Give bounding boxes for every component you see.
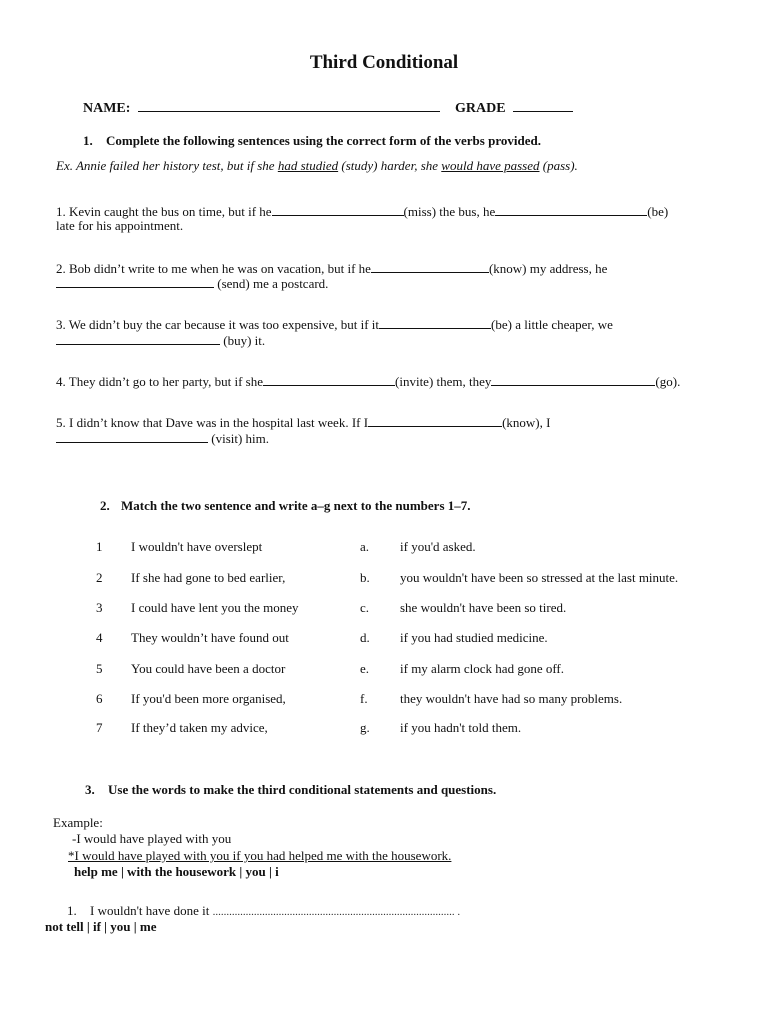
match-letter: b. (360, 570, 370, 585)
name-blank[interactable] (138, 99, 440, 112)
match-row (0, 720, 768, 738)
grade-blank[interactable] (513, 99, 573, 112)
item-text: 3. We didn’t buy the car because it was too expensive, but if it (56, 317, 380, 332)
match-right: if you'd asked. (400, 539, 476, 554)
match-number: 7 (96, 720, 103, 735)
section3-item-1 (67, 903, 460, 919)
item-text: 1. Kevin caught the bus on time, but if he (56, 204, 272, 219)
section1-number: 1. (83, 133, 93, 148)
match-right: if my alarm clock had gone off. (400, 661, 565, 676)
section2-number: 2. (100, 498, 110, 513)
item-text: (send) me a postcard. (217, 276, 329, 291)
item-text: (miss) the bus, he (403, 204, 496, 219)
match-row (0, 661, 768, 679)
exercise-item-5 (56, 414, 550, 431)
item-number: 1. (67, 903, 77, 918)
item-text: (buy) it. (223, 333, 266, 348)
match-number: 4 (96, 630, 103, 645)
answer-blank[interactable] (56, 275, 214, 288)
exercise-item-5-cont (56, 430, 269, 447)
section1-heading (83, 133, 541, 149)
exercise-item-2-cont (56, 275, 328, 292)
section3-number: 3. (85, 782, 95, 797)
exercise-item-1-cont: late for his appointment. (56, 218, 184, 233)
exercise-item-4 (56, 373, 680, 390)
match-letter: a. (360, 539, 370, 554)
match-left: If you'd been more organised, (131, 691, 286, 706)
example-label: Example: (53, 815, 103, 830)
item-text: 5. I didn’t know that Dave was in the hospital last week. If I (56, 415, 369, 430)
grade-row (455, 99, 573, 117)
exercise-item-3 (56, 316, 613, 333)
match-right: they wouldn't have had so many problems. (400, 691, 623, 706)
match-left: I could have lent you the money (131, 600, 299, 615)
example-text-a: Ex. Annie failed her history test, but if she (56, 158, 278, 173)
section3-heading (85, 782, 496, 798)
match-letter: d. (360, 630, 370, 645)
match-number: 1 (96, 539, 103, 554)
item-text: 4. They didn’t go to her party, but if she (56, 374, 264, 389)
answer-blank[interactable] (272, 203, 404, 216)
match-right: you wouldn't have been so stressed at the last minute. (400, 570, 679, 585)
match-number: 3 (96, 600, 103, 615)
item-text: (be) (647, 204, 669, 219)
answer-dots[interactable]: ........................................................................................ . (212, 906, 461, 918)
match-letter: c. (360, 600, 370, 615)
section1-example (56, 158, 578, 174)
section2-instruction: Match the two sentence and write a–g next to the numbers 1–7. (121, 498, 471, 513)
exercise-item-3-cont (56, 332, 265, 349)
example-line-1: -I would have played with you (72, 831, 232, 846)
section1-instruction: Complete the following sentences using the correct form of the verbs provided. (106, 133, 541, 148)
answer-blank[interactable] (379, 316, 491, 329)
example-line-2: *I would have played with you if you had helped me with the housework. (68, 848, 452, 863)
match-left: I wouldn't have overslept (131, 539, 263, 554)
item-text: (visit) him. (211, 431, 270, 446)
answer-blank[interactable] (56, 430, 208, 443)
match-number: 6 (96, 691, 103, 706)
item-text: (know), I (502, 415, 551, 430)
section3-instruction: Use the words to make the third conditional statements and questions. (108, 782, 497, 797)
match-letter: f. (360, 691, 368, 706)
example-text-e: (pass). (539, 158, 578, 173)
example-answer-1: had studied (277, 158, 339, 173)
name-row (83, 99, 440, 117)
name-label: NAME: (83, 101, 131, 116)
match-row (0, 630, 768, 648)
match-row (0, 691, 768, 709)
match-right: if you had studied medicine. (400, 630, 548, 645)
section2-heading (100, 498, 471, 514)
match-row (0, 539, 768, 557)
match-right: if you hadn't told them. (400, 720, 522, 735)
answer-blank[interactable] (491, 373, 655, 386)
match-left: If she had gone to bed earlier, (131, 570, 286, 585)
answer-blank[interactable] (56, 332, 220, 345)
match-number: 5 (96, 661, 103, 676)
example-answer-2: would have passed (441, 158, 540, 173)
item-text: (be) a little cheaper, we (491, 317, 613, 332)
match-letter: e. (360, 661, 370, 676)
item-text: (know) my address, he (488, 261, 608, 276)
answer-blank[interactable] (263, 373, 395, 386)
grade-label: GRADE (455, 101, 506, 116)
example-words: help me | with the housework | you | i (74, 864, 279, 879)
item-text: (go). (655, 374, 681, 389)
item-text: I wouldn't have done it (90, 903, 210, 918)
item-text: (invite) them, they (395, 374, 492, 389)
item-text: 2. Bob didn’t write to me when he was on vacation, but if he (56, 261, 371, 276)
page-title: Third Conditional (309, 52, 459, 73)
match-row (0, 570, 768, 588)
example-text-c: (study) harder, she (338, 158, 442, 173)
match-number: 2 (96, 570, 103, 585)
match-row (0, 600, 768, 618)
section3-item-1-words: not tell | if | you | me (45, 919, 157, 934)
match-right: she wouldn't have been so tired. (400, 600, 567, 615)
match-left: If they’d taken my advice, (131, 720, 268, 735)
answer-blank[interactable] (368, 414, 502, 427)
match-letter: g. (360, 720, 370, 735)
match-left: You could have been a doctor (131, 661, 286, 676)
answer-blank[interactable] (371, 260, 489, 273)
match-left: They wouldn’t have found out (131, 630, 289, 645)
answer-blank[interactable] (495, 203, 647, 216)
